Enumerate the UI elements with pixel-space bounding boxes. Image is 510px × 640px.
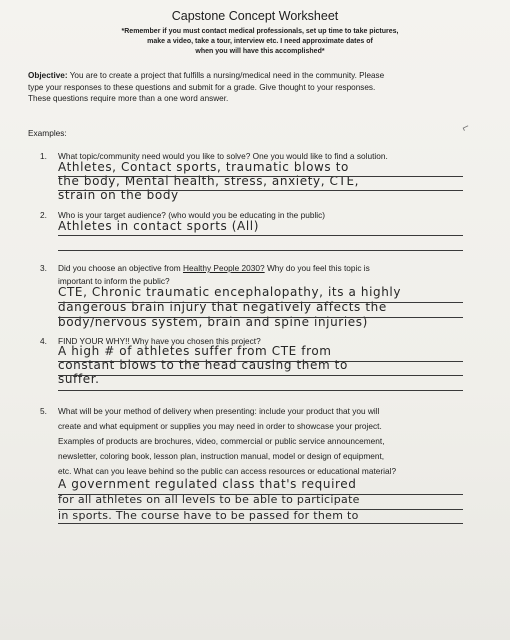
objective-line-1: You are to create a project that fulfills a nursing/medical need in the community. Please — [67, 71, 385, 80]
answer-line — [58, 494, 463, 495]
answer-line — [58, 390, 463, 391]
question-5-line-5: etc. What can you leave behind so the public can access resources or educational material? — [58, 466, 397, 476]
question-number: 4. — [40, 336, 47, 346]
healthy-people-link[interactable]: Healthy People 2030? — [182, 263, 265, 273]
reminder-note — [95, 27, 425, 57]
answer-line — [58, 235, 463, 236]
answer-4-line-2[interactable]: constant blows to the head causing them to — [58, 358, 348, 372]
question-number: 3. — [40, 263, 47, 273]
answer-3-line-2[interactable]: dangerous brain injury that negatively affects the — [58, 300, 387, 314]
objective-paragraph — [28, 70, 468, 105]
examples-label: Examples: — [28, 128, 67, 138]
pen-mark: ⌐ — [459, 119, 472, 135]
objective-label: Objective: — [28, 71, 68, 80]
question-number: 5. — [40, 406, 47, 416]
answer-3-line-3[interactable]: body/nervous system, brain and spine injuries) — [58, 315, 368, 329]
question-5-line-3: Examples of products are brochures, video, commercial or public service announcement, — [58, 436, 385, 446]
page-title: Capstone Concept Worksheet — [171, 9, 339, 23]
answer-line — [58, 523, 463, 524]
question-number: 1. — [40, 151, 47, 161]
question-5-line-4: newsletter, coloring book, lesson plan, instruction manual, model or design of equipment, — [58, 451, 385, 461]
answer-line — [58, 361, 463, 362]
answer-line — [58, 250, 463, 251]
answer-line — [58, 509, 463, 510]
question-text: FIND YOUR WHY!! Why have you chosen this project? — [58, 336, 261, 346]
reminder-line-1: *Remember if you must contact medical professionals, set up time to take pictures, — [121, 28, 399, 35]
question-text: What will be your method of delivery when presenting: include your product that you will — [58, 406, 380, 416]
reminder-line-2: make a video, take a tour, interview etc. I need approximate dates of — [147, 38, 373, 45]
question-number: 2. — [40, 210, 47, 220]
objective-line-2: type your responses to these questions and submit for a grade. Give thought to your responses. — [28, 82, 376, 92]
answer-line — [58, 375, 463, 376]
answer-3-line-1[interactable]: CTE, Chronic traumatic encephalopathy, its a highly — [58, 285, 402, 299]
answer-4-line-3[interactable]: suffer. — [58, 372, 100, 386]
reminder-line-3: when you will have this accomplished* — [195, 48, 325, 55]
answer-4-line-1[interactable]: A high # of athletes suffer from CTE from — [58, 344, 332, 358]
question-text: What topic/community need would you like to solve? One you would like to find a solution. — [58, 151, 388, 161]
answer-line — [58, 190, 463, 191]
question-text-pre: Did you choose an objective from — [58, 263, 183, 273]
answer-line — [58, 176, 463, 177]
question-text: Who is your target audience? (who would you be educating in the public) — [58, 210, 326, 220]
answer-5-line-2[interactable]: for all athletes on all levels to be able to participate — [58, 493, 360, 506]
answer-1-line-3[interactable]: strain on the body — [58, 188, 179, 202]
question-text-post: Why do you feel this topic is — [264, 263, 370, 273]
answer-1-line-2[interactable]: the body, Mental health, stress, anxiety, CTE, — [58, 174, 360, 188]
question-3-line-2: important to inform the public? — [58, 276, 170, 286]
answer-5-line-1[interactable]: A government regulated class that's required — [58, 477, 357, 491]
objective-line-3: These questions require more than a one word answer. — [28, 94, 229, 103]
answer-5-line-3[interactable]: in sports. The course have to be passed for them to — [58, 509, 359, 522]
question-5-line-2: create and what equipment or supplies you may need in order to showcase your project. — [58, 421, 382, 431]
answer-1-line-1[interactable]: Athletes, Contact sports, traumatic blows to — [58, 160, 349, 174]
answer-2-line-1[interactable]: Athletes in contact sports (All) — [58, 219, 260, 233]
answer-line — [58, 302, 463, 303]
answer-line — [58, 317, 463, 318]
